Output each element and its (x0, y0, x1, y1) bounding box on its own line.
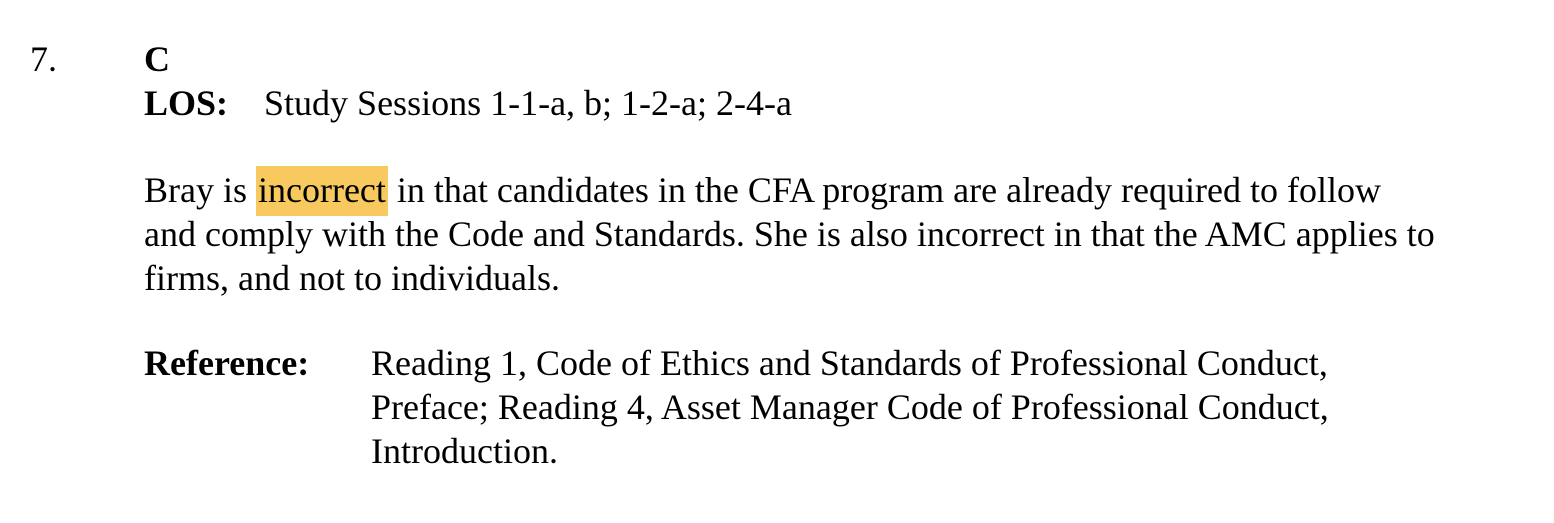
reference-line-2: Preface; Reading 4, Asset Manager Code of Professional Conduct, (371, 387, 1329, 427)
explanation-line-2: and comply with the Code and Standards. She is also incorrect in that the AMC applies to (144, 214, 1435, 254)
explanation-paragraph (144, 168, 1544, 300)
los-text: Study Sessions 1-1-a, b; 1-2-a; 2-4-a (264, 83, 792, 123)
reference-line-1: Reading 1, Code of Ethics and Standards of Professional Conduct, (371, 343, 1328, 383)
question-number: 7. (30, 39, 57, 79)
explanation-line-1-end: in that candidates in the CFA program are already required to follow (387, 170, 1381, 210)
explanation-line-1 (144, 168, 1544, 212)
los-line (144, 81, 792, 125)
reference-text (371, 341, 1329, 473)
reference-line-3: Introduction. (371, 431, 558, 471)
los-label: LOS: (144, 83, 229, 123)
highlighted-word[interactable]: incorrect (256, 166, 388, 216)
explanation-line-1-start: Bray is (144, 170, 256, 210)
answer-letter: C (144, 39, 170, 79)
reference-label: Reference: (144, 343, 310, 383)
explanation-line-3: firms, and not to individuals. (144, 258, 560, 298)
